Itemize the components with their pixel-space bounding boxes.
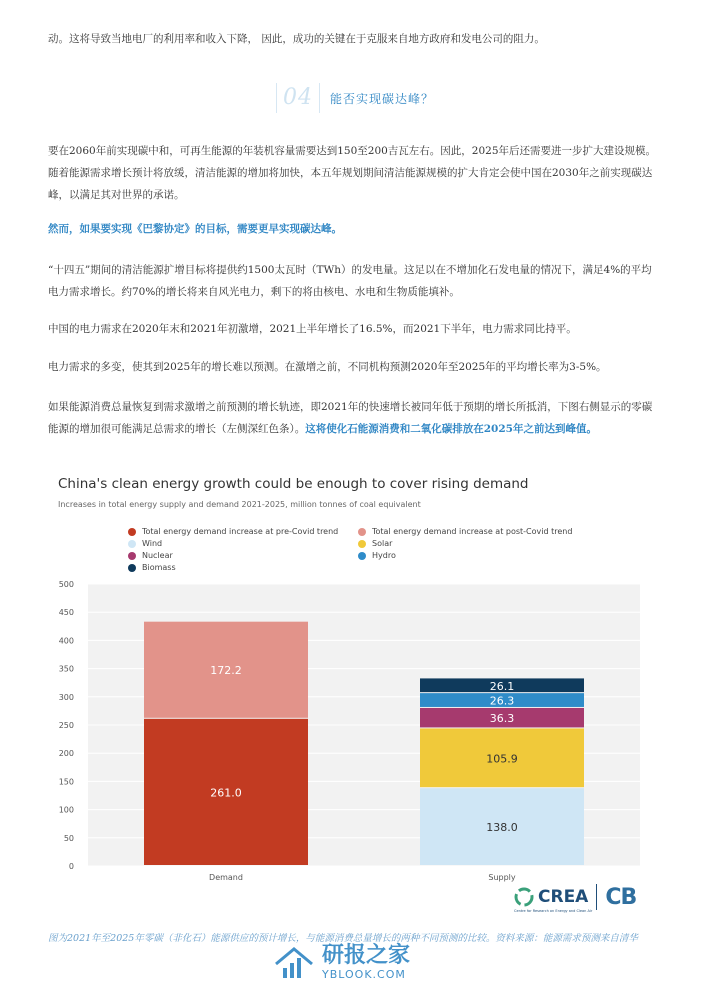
legend-label: Hydro — [372, 551, 396, 560]
legend-swatch — [358, 540, 366, 548]
section-number: 04 — [276, 83, 320, 113]
section-title: 能否实现碳达峰？ — [330, 91, 435, 106]
y-tick-label: 50 — [63, 833, 74, 843]
chart-legend — [128, 526, 588, 573]
y-tick-label: 150 — [58, 777, 74, 787]
y-tick-label: 0 — [68, 862, 74, 871]
watermark-url: YBLOOK.COM — [322, 968, 406, 981]
x-tick-label: Demand — [209, 873, 243, 882]
logo-divider — [596, 884, 597, 910]
bar-value-label: 26.1 — [489, 679, 515, 693]
legend-item — [128, 526, 358, 537]
figure-caption: 图为2021年至2025年零碳（非化石）能源供应的预计增长，与能源消费总量增长的两种不同预测的比较。资料来源：能源需求预测来自清华 — [48, 933, 638, 944]
y-tick-label: 300 — [58, 692, 74, 702]
y-tick-label: 100 — [58, 805, 74, 815]
chart — [48, 466, 652, 924]
legend-swatch — [128, 540, 136, 548]
legend-label: Wind — [142, 539, 163, 548]
legend-label: Biomass — [142, 563, 176, 572]
crea-logo — [514, 887, 593, 913]
cb-logo: CB — [605, 884, 637, 910]
y-tick-label: 250 — [58, 721, 74, 730]
y-tick-label: 200 — [58, 749, 74, 759]
legend-label: Total energy demand increase at pre-Covid trend — [142, 527, 339, 536]
paragraph-1: 要在2060年前实现碳中和，可再生能源的年装机容量需要达到150至200吉瓦左右。因此，2025年后还需要进一步扩大建设规模。随着能源需求增长预计将放缓，清洁能源的增加将加快，本五年规划期间清洁能源规模的扩大肯定会使中国在2030年之前实现碳达峰，以满足其对世界的承诺。 — [48, 145, 657, 201]
section-heading — [276, 78, 434, 118]
paragraph-6 — [48, 396, 658, 440]
paragraph-6-text: 如果能源消费总量恢复到需求激增之前预测的增长轨迹，即2021年的快速增长被同年低于预期的增长所抵消，下图右侧显示的零碳能源的增加很可能满足总需求的增长（左侧深红色条）。 — [48, 401, 653, 435]
legend-item — [358, 526, 588, 537]
legend-label: Nuclear — [142, 551, 173, 560]
y-tick-label: 500 — [58, 580, 74, 589]
paragraph-0: 动。这将导致当地电厂的利用率和收入下降， 因此，成功的关键在于克服来自地方政府和发电公司的阻力。 — [48, 33, 545, 45]
bar-value-label: 105.9 — [486, 752, 518, 766]
legend-item — [128, 562, 358, 573]
y-tick-label: 450 — [58, 608, 74, 618]
watermark-name: 研报之家 — [322, 943, 411, 968]
y-tick-label: 350 — [58, 664, 74, 674]
watermark — [274, 944, 410, 981]
legend-item — [128, 550, 358, 561]
bar-value-label: 172.2 — [210, 664, 242, 678]
logo-area — [514, 884, 637, 913]
legend-swatch — [358, 528, 366, 536]
bar-value-label: 36.3 — [489, 712, 515, 726]
bar-value-label: 138.0 — [486, 821, 518, 835]
x-tick-label: Supply — [488, 873, 516, 882]
house-chart-icon — [274, 946, 314, 980]
legend-swatch — [128, 528, 136, 536]
paragraph-4: 中国的电力需求在2020年末和2021年初激增，2021上半年增长了16.5%，而2021下半年，电力需求同比持平。 — [48, 323, 577, 335]
paragraph-3: “十四五”期间的清洁能源扩增目标将提供约1500太瓦时（TWh）的发电量。这足以在不增加化石发电量的情况下，满足4%的平均电力需求增长。约70%的增长将来自风光电力，剩下的将由核电、水电和生物质能填补。 — [48, 264, 652, 298]
paragraph-2-highlight: 然而，如果要实现《巴黎协定》的目标，需要更早实现碳达峰。 — [48, 223, 342, 235]
legend-swatch — [128, 552, 136, 560]
crea-leaf-icon — [514, 887, 534, 907]
paragraph-6-highlight: 这将使化石能源消费和二氧化碳排放在2025年之前达到峰值。 — [305, 423, 597, 435]
y-tick-label: 400 — [58, 636, 74, 646]
bar-value-label: 261.0 — [210, 786, 242, 800]
legend-label: Total energy demand increase at post-Covid trend — [372, 527, 573, 536]
legend-swatch — [128, 564, 136, 572]
legend-item — [358, 538, 588, 549]
legend-label: Solar — [372, 539, 393, 548]
crea-logo-text: CREA — [538, 887, 589, 907]
legend-item — [358, 550, 588, 561]
bar-value-label: 26.3 — [489, 694, 515, 708]
chart-title: China's clean energy growth could be enough to cover rising demand — [58, 476, 529, 492]
legend-item — [128, 538, 358, 549]
chart-subtitle: Increases in total energy supply and demand 2021-2025, million tonnes of coal equivalent — [58, 500, 421, 509]
crea-logo-subtext: Centre for Research on Energy and Clean Air — [514, 909, 593, 913]
paragraph-5: 电力需求的多变，使其到2025年的增长难以预测。在激增之前，不同机构预测2020年至2025年的平均增长率为3-5%。 — [48, 361, 607, 373]
legend-swatch — [358, 552, 366, 560]
